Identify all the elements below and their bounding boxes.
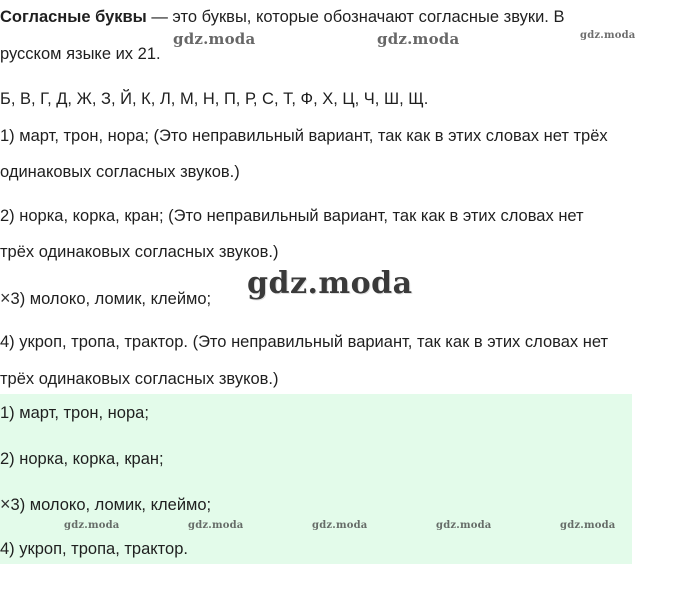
cross-mark-icon: × [0,494,11,514]
watermark: gdz.moda [247,266,413,301]
explanation-3-line [0,288,211,309]
explanation-1-line-2: одинаковых согласных звуков.) [0,163,240,181]
explanation-1-line-1: 1) март, трон, нора; (Это неправильный вариант, так как в этих словах нет трёх [0,127,608,145]
watermark: gdz.moda [312,520,368,531]
explanation-2-line-1: 2) норка, корка, кран; (Это неправильный вариант, так как в этих словах нет [0,207,584,225]
explanation-3-text: 3) молоко, ломик, клеймо; [10,290,212,308]
option-4: 4) укроп, тропа, трактор. [0,540,188,558]
watermark: gdz.moda [64,520,120,531]
watermark: gdz.moda [377,30,460,48]
watermark: gdz.moda [436,520,492,531]
watermark: gdz.moda [560,520,616,531]
watermark: gdz.moda [580,30,636,41]
definition-line-1 [0,8,564,27]
explanation-4-line-2: трёх одинаковых согласных звуков.) [0,370,279,388]
option-3 [0,494,211,515]
definition-text: — это буквы, которые обозначают согласные звуки. В [146,8,565,26]
option-1: 1) март, трон, нора; [0,404,149,422]
watermark: gdz.moda [188,520,244,531]
definition-term: Согласные буквы [0,8,147,26]
explanation-2-line-2: трёх одинаковых согласных звуков.) [0,243,279,261]
option-2: 2) норка, корка, кран; [0,450,164,468]
option-3-text: 3) молоко, ломик, клеймо; [10,496,212,514]
definition-line-2: русском языке их 21. [0,45,161,63]
explanation-4-line-1: 4) укроп, тропа, трактор. (Это неправильный вариант, так как в этих словах нет [0,333,609,351]
consonant-letters-list: Б, В, Г, Д, Ж, З, Й, К, Л, М, Н, П, Р, С, Т, Ф, Х, Ц, Ч, Ш, Щ. [0,90,429,108]
cross-mark-icon: × [0,288,11,308]
watermark: gdz.moda [173,30,256,48]
